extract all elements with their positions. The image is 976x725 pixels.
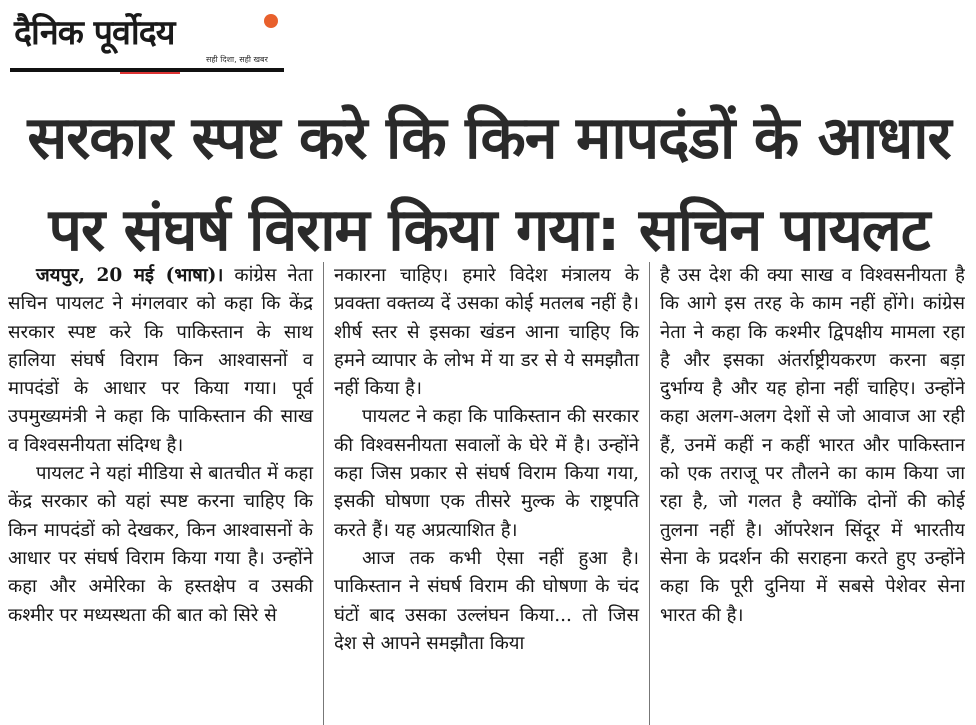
article-column-3	[649, 262, 965, 725]
masthead	[10, 6, 286, 72]
newspaper-logo: दैनिक पूर्वोदय	[14, 13, 175, 53]
masthead-tagline: सही दिशा, सही खबर	[206, 55, 268, 64]
article-body	[8, 262, 972, 725]
article-paragraph: नकारना चाहिए। हमारे विदेश मंत्रालय के प्रवक्ता वक्तव्य दें उसका कोई मतलब नहीं है। शीर्ष स्तर से इसका खंडन आना चाहिए कि हमने व्यापार के लोभ में या डर से ये समझौता नहीं किया है।	[334, 265, 639, 400]
masthead-accent-rule	[120, 72, 180, 74]
article-headline: सरकार स्पष्ट करे कि किन मापदंडों के आधार पर संघर्ष विराम किया गया: सचिन पायलट	[27, 103, 951, 264]
article-column-1	[8, 262, 323, 725]
dateline: जयपुर, 20 मई (भाषा)।	[36, 265, 224, 286]
logo-dot-icon	[264, 14, 278, 28]
article-paragraph: आज तक कभी ऐसा नहीं हुआ है। पाकिस्तान ने संघर्ष विराम की घोषणा के चंद घंटों बाद उसका उल्लंघन किया... तो जिस देश से आपने समझौता किया	[334, 547, 639, 654]
article-column-2	[323, 262, 649, 725]
article-paragraph: है उस देश की क्या साख व विश्वसनीयता है कि आगे इस तरह के काम नहीं होंगे। कांग्रेस नेता ने कहा कि कश्मीर द्विपक्षीय मामला रहा है और इसका अंतर्राष्ट्रीयकरण करना बड़ा दुर्भाग्य है और यह होना नहीं चाहिए। उन्होंने कहा अलग-अलग देशों से जो आवाज आ रही हैं, उनमें कहीं न कहीं भारत और पाकिस्तान को एक तराजू पर तौलने का काम किया जा रहा है, जो गलत है क्योंकि दोनों की कोई तुलना नहीं है। ऑपरेशन सिंदूर में भारतीय सेना के प्रदर्शन की सराहना करते हुए उन्होंने कहा कि पूरी दुनिया में सबसे पेशेवर सेना भारत की है।	[660, 265, 965, 626]
paragraph-text: कांग्रेस नेता सचिन पायलट ने मंगलवार को कहा कि केंद्र सरकार स्पष्ट करे कि पाकिस्तान के साथ हालिया संघर्ष विराम किन आश्वासनों व मापदंडों के आधार पर किया गया। पूर्व उपमुख्यमंत्री ने कहा कि पाकिस्तान की साख व विश्वसनीयता संदिग्ध है।	[8, 265, 313, 456]
article-paragraph: पायलट ने कहा कि पाकिस्तान की सरकार की विश्वसनीयता सवालों के घेरे में है। उन्होंने कहा जिस प्रकार से संघर्ष विराम किया गया, इसकी घोषणा एक तीसरे मुल्क के राष्ट्रपति करते हैं। यह अप्रत्याशित है।	[334, 406, 639, 541]
article-paragraph: पायलट ने यहां मीडिया से बातचीत में कहा केंद्र सरकार को यहां स्पष्ट करना चाहिए कि किन मापदंडों को देखकर, किन आश्वासनों के आधार पर संघर्ष विराम किया गया है। उन्होंने कहा और अमेरिका के हस्तक्षेप व उसकी कश्मीर पर मध्यस्थता की बात को सिरे से	[8, 463, 313, 626]
article-paragraph	[8, 262, 313, 460]
